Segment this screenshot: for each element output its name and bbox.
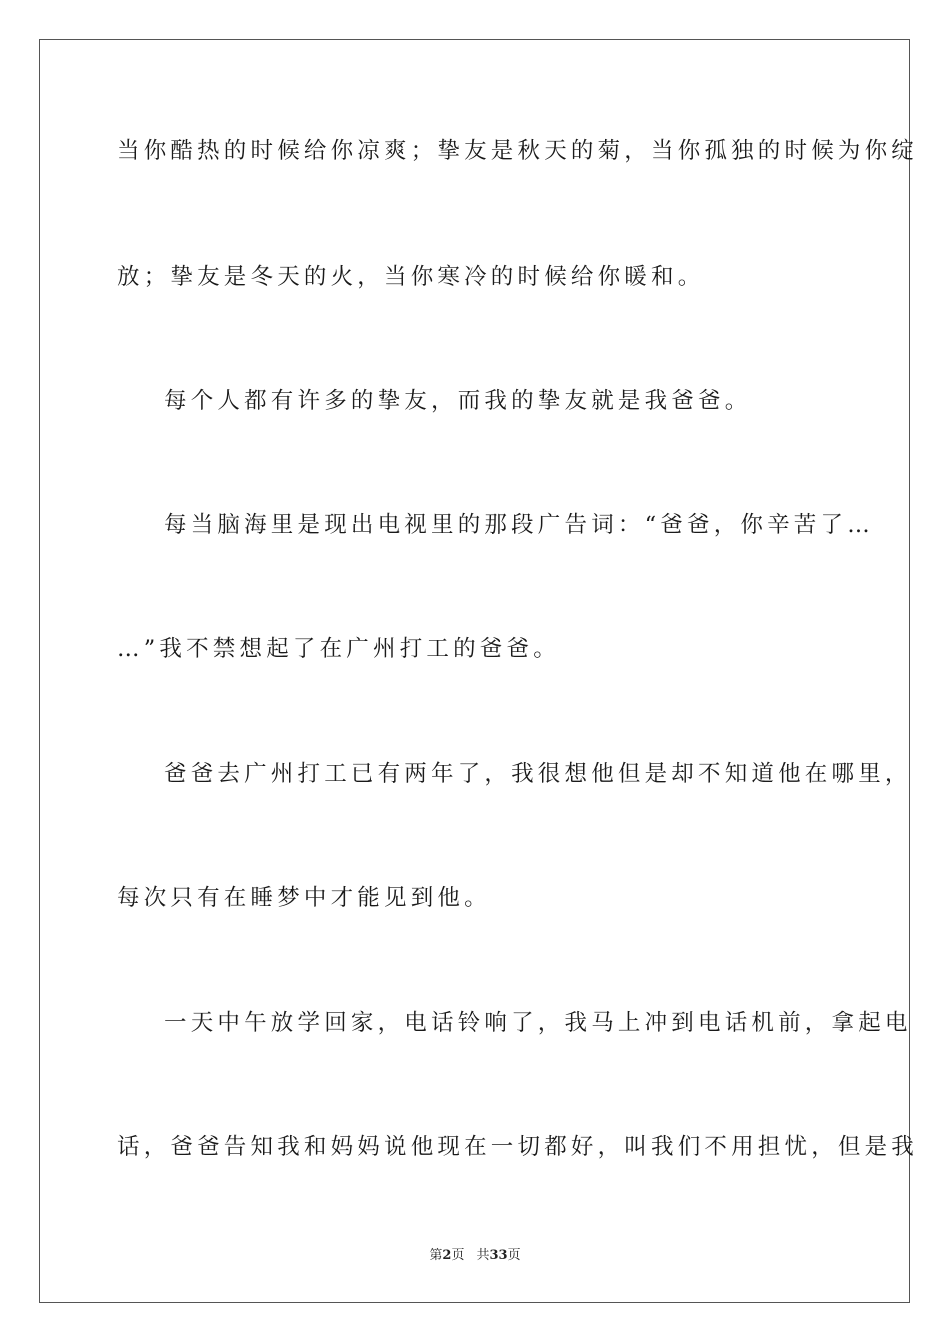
text-line-4: 每当脑海里是现出电视里的那段广告词：“爸爸，你辛苦了… bbox=[164, 512, 874, 538]
text-line-1: 当你酷热的时候给你凉爽；挚友是秋天的菊，当你孤独的时候为你绽 bbox=[117, 138, 919, 164]
page-suffix: 页 bbox=[451, 1248, 465, 1263]
total-prefix: 共 bbox=[476, 1248, 490, 1263]
page-footer bbox=[0, 1247, 950, 1265]
text-line-7: 每次只有在睡梦中才能见到他。 bbox=[117, 885, 491, 911]
page-border bbox=[39, 39, 919, 1303]
text-line-9: 话，爸爸告知我和妈妈说他现在一切都好，叫我们不用担忧，但是我 bbox=[117, 1134, 919, 1160]
page-prefix: 第 bbox=[429, 1248, 443, 1263]
text-line-5: …”我不禁想起了在广州打工的爸爸。 bbox=[117, 636, 560, 662]
text-line-8: 一天中午放学回家，电话铃响了，我马上冲到电话机前，拿起电 bbox=[164, 1010, 912, 1036]
total-suffix: 页 bbox=[507, 1248, 521, 1263]
total-pages: 33 bbox=[489, 1248, 508, 1263]
page-number: 2 bbox=[442, 1248, 452, 1263]
text-line-2: 放；挚友是冬天的火，当你寒冷的时候给你暖和。 bbox=[117, 264, 705, 290]
text-line-3: 每个人都有许多的挚友，而我的挚友就是我爸爸。 bbox=[164, 388, 752, 414]
text-line-6: 爸爸去广州打工已有两年了，我很想他但是却不知道他在哪里， bbox=[164, 761, 912, 787]
